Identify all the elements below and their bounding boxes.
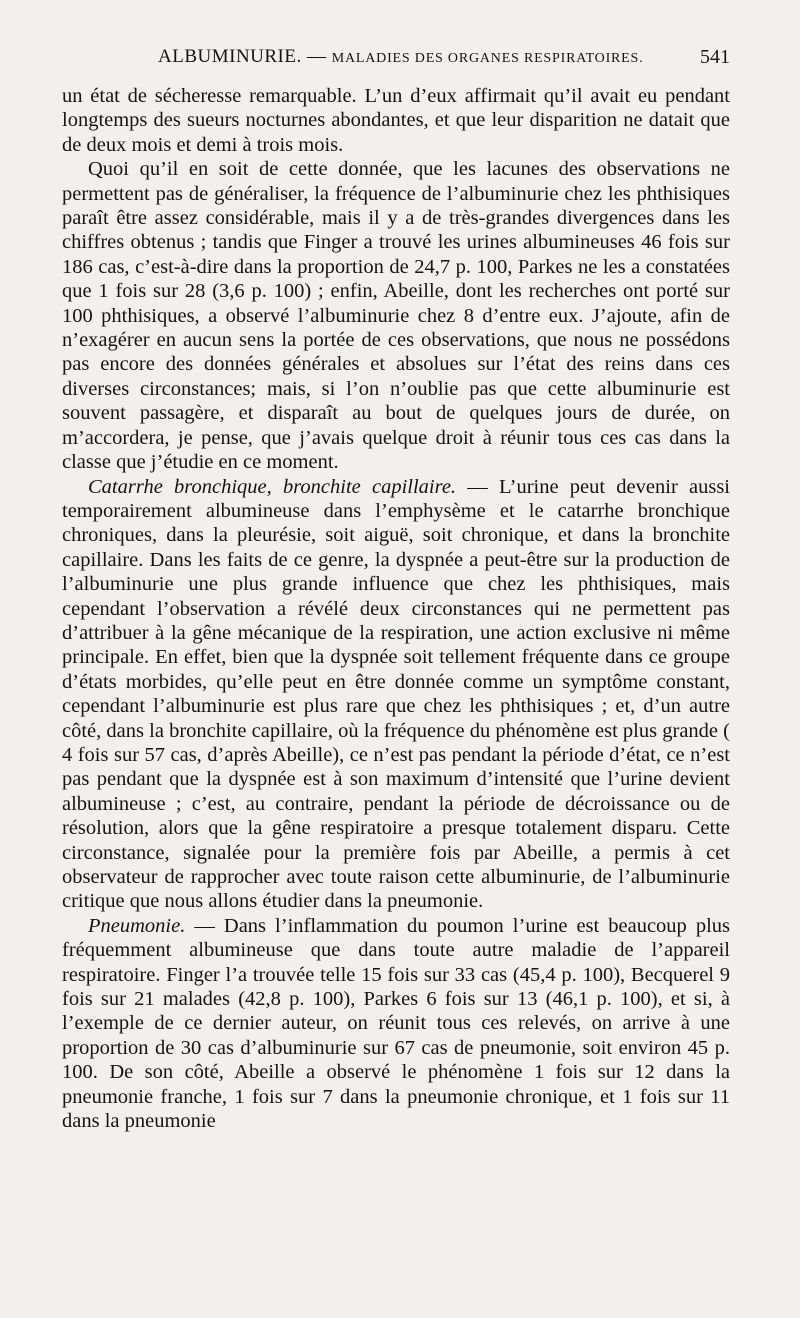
body-text <box>62 84 730 1133</box>
paragraph-continuation: un état de sécheresse remarquable. L’un d’eux affirmait qu’il avait eu pendant longtemps des sueurs nocturnes abondantes, et que leur disparition ne datait que de deux mois et demi à trois mois. <box>62 85 730 156</box>
paragraph-phthisie: Quoi qu’il en soit de cette donnée, que les lacunes des observations ne permettent pas de généraliser, la fréquence de l’albuminurie chez les phthisiques paraît être assez considérable, mais il y a de très-grandes divergences dans les chiffres obtenus ; tandis que Finger a trouvé les urines albumineuses 46 fois sur 186 cas, c’est-à-dire dans la proportion de 24,7 p. 100, Parkes ne les a constatées que 1 fois sur 28 (3,6 p. 100) ; enfin, Abeille, dont les recherches ont porté sur 100 phthisiques, a observé l’albuminurie chez 8 d’entre eux. J’ajoute, afin de n’exagérer en aucun sens la portée de ces observations, que nous ne possédons pas encore des données générales et absolues sur l’état des reins dans ces diverses circonstances; mais, si l’on n’oublie pas que cette albuminurie est souvent passagère, et disparaît au bout de quelques jours de durée, on m’accordera, je pense, que j’avais quelque droit à réunir tous ces cas dans la classe que j’étudie en ce moment. <box>62 158 730 474</box>
paragraph-catarrhe <box>62 475 730 914</box>
running-title-main: ALBUMINURIE. <box>158 46 302 67</box>
running-header <box>62 46 730 76</box>
paragraph-heading-pneumonie: Pneumonie. <box>88 914 186 937</box>
paragraph-catarrhe-text: — L’urine peut devenir aussi temporairement albumineuse dans l’emphysème et le catarrhe bronchique chroniques, dans la pleurésie, soit aiguë, soit chronique, et dans la bronchite capillaire. Dans les faits de ce genre, la dyspnée a peut-être sur la production de l’albuminurie une plus grande influence que chez les phthisiques, mais cependant l’observation a révélé deux circonstances qui ne permettent pas d’attribuer à la gêne mécanique de la respiration, une action exclusive ni même principale. En effet, bien que la dyspnée soit tellement fréquente dans ce groupe d’états morbides, qu’elle peut en être donnée comme un symptôme constant, cependant l’albuminurie est plus rare que chez les phthisiques ; et, d’un autre côté, dans la bronchite capillaire, où la fréquence du phénomène est plus grande ( 4 fois sur 57 cas, d’après Abeille), ce n’est pas pendant la période d’état, ce n’est pas pendant que la dyspnée est à son maximum d’intensité que l’urine devient albumineuse ; c’est, au contraire, pendant la période de décroissance ou de résolution, alors que la gêne respiratoire a presque totalement disparu. Cette circonstance, signalée pour la première fois par Abeille, a permis à cet observateur de rapprocher avec toute raison cette albuminurie, de l’albuminurie critique que nous allons étudier dans la pneumonie. <box>62 475 730 913</box>
running-title-section: MALADIES DES ORGANES RESPIRATOIRES. <box>331 51 644 66</box>
paragraph-heading-catarrhe: Catarrhe bronchique, bronchite capillaire. <box>88 475 457 498</box>
page-number: 541 <box>700 46 730 68</box>
header-dash: — <box>307 46 327 67</box>
paragraph-pneumonie-text: — Dans l’inflammation du poumon l’urine est beaucoup plus fréquemment albumineuse que dans toute autre maladie de l’appareil respiratoire. Finger l’a trouvée telle 15 fois sur 33 cas (45,4 p. 100), Becquerel 9 fois sur 21 malades (42,8 p. 100), Parkes 6 fois sur 13 (46,1 p. 100), et si, à l’exemple de ce dernier auteur, on réunit tous ces relevés, on arrive à une proportion de 30 cas d’albuminurie sur 67 cas de pneumonie, soit environ 45 p. 100. De son côté, Abeille a observé le phénomène 1 fois sur 12 dans la pneumonie franche, 1 fois sur 7 dans la pneumonie chronique, et 1 fois sur 11 dans la pneumonie <box>62 914 730 1133</box>
paragraph-pneumonie <box>62 914 730 1134</box>
running-title <box>158 46 643 68</box>
